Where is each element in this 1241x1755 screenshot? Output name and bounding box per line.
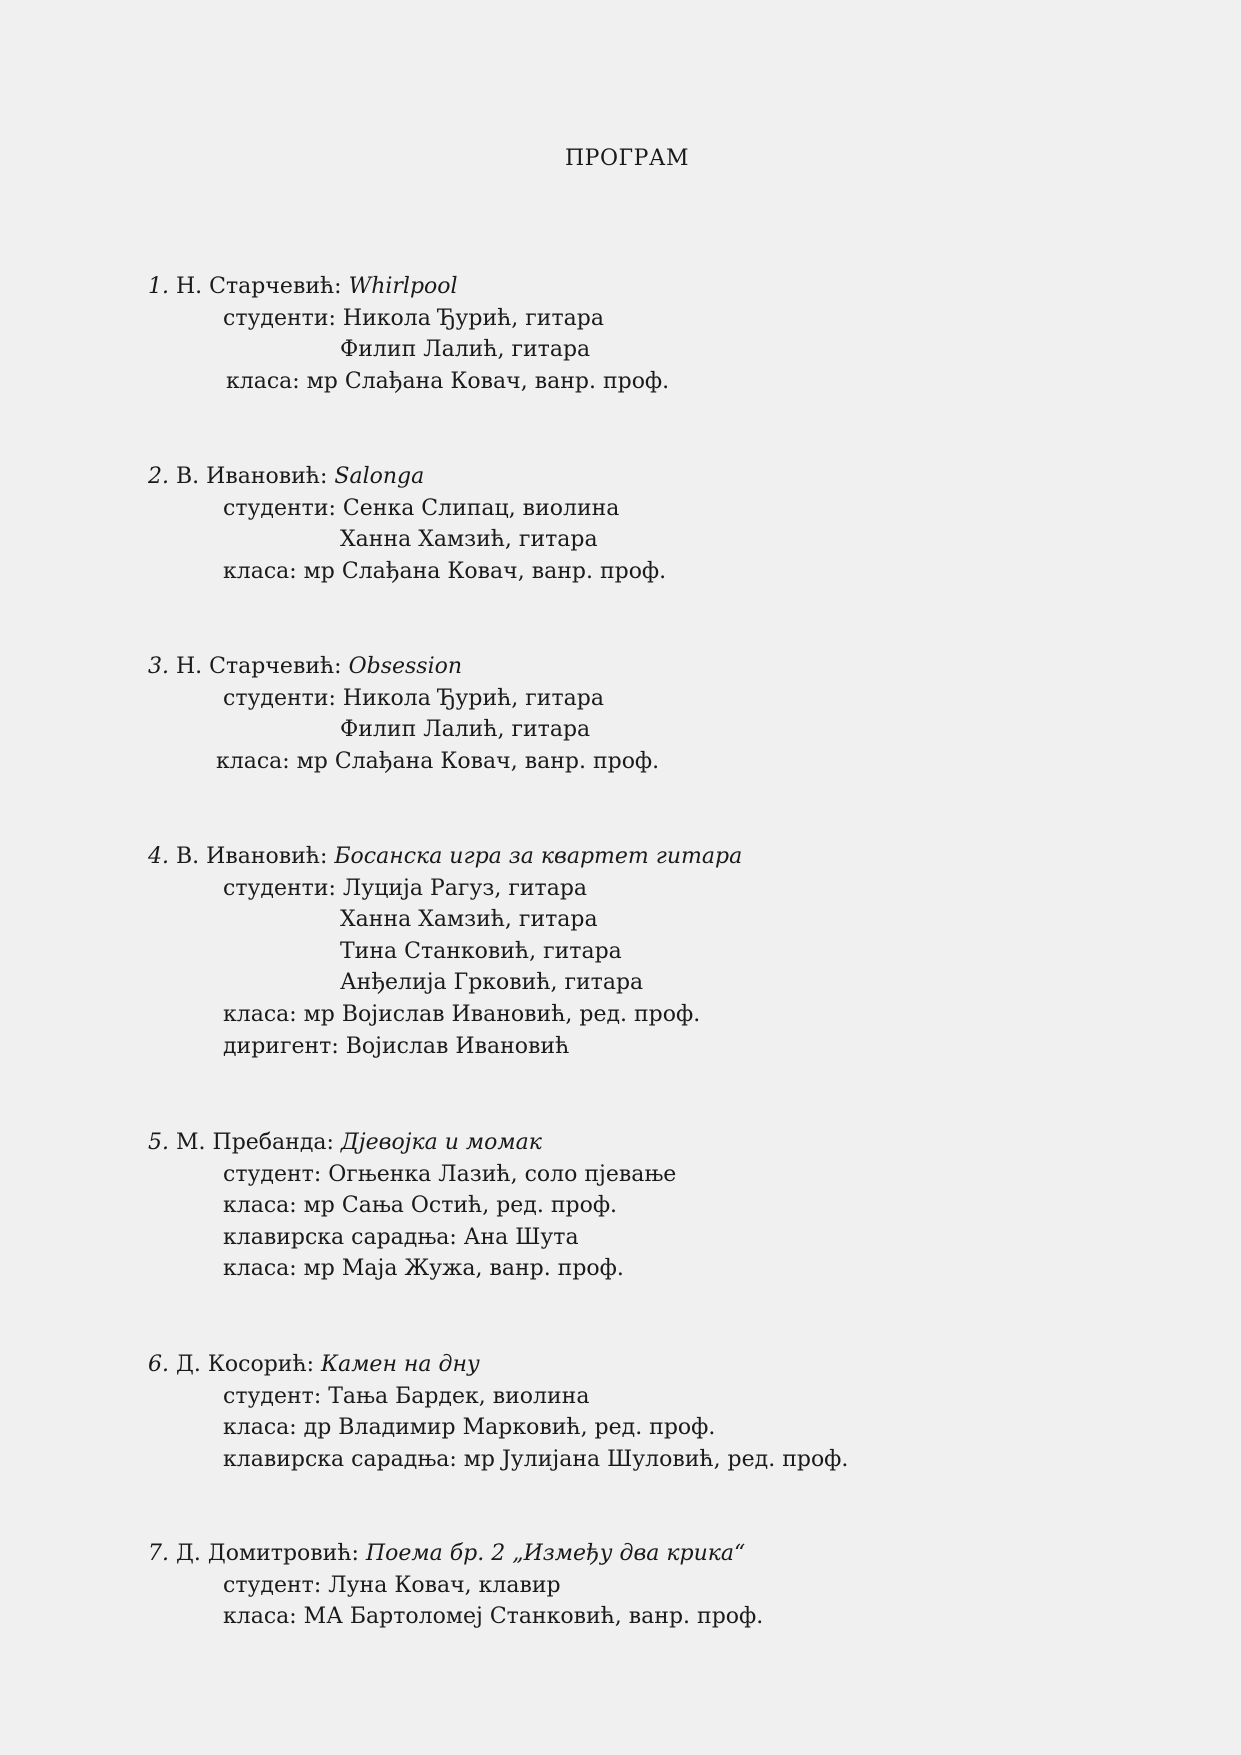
detail-line: студент: Огњенка Лазић, соло пјевање — [223, 1161, 677, 1187]
composer: Д. Косорић: — [176, 1352, 315, 1377]
detail-line: класа: мр Маја Жужа, ванр. проф. — [223, 1256, 624, 1282]
program-item-2 — [148, 461, 1128, 587]
student: Филип Лалић, гитара — [340, 337, 591, 363]
student: Ханна Хамзић, гитара — [340, 527, 598, 553]
students-line: студенти: Никола Ђурић, гитара — [223, 305, 604, 331]
detail-line: студент: Тања Бардек, виолина — [223, 1383, 590, 1409]
composer: Н. Старчевић: — [176, 654, 342, 679]
item-heading: 3. Н. Старчевић: Obsession — [148, 654, 463, 679]
item-heading: 7. Д. Домитровић: Поема бр. 2 „Између два крика“ — [148, 1541, 746, 1566]
work-title: Дјевојка и момак — [340, 1130, 542, 1155]
detail-line: студент: Луна Ковач, клавир — [223, 1572, 561, 1598]
composer: М. Пребанда: — [176, 1130, 334, 1155]
student: Анђелија Грковић, гитара — [340, 970, 644, 996]
detail-line: класа: мр Сања Остић, ред. проф. — [223, 1193, 618, 1219]
program-item-1 — [148, 271, 1128, 397]
work-title: Obsession — [348, 654, 463, 679]
student: Никола Ђурић, гитара — [342, 685, 604, 711]
item-heading: 2. В. Ивановић: Salonga — [148, 464, 425, 489]
student: Луција Рагуз, гитара — [342, 875, 588, 901]
student: Сенка Слипац, виолина — [342, 495, 620, 521]
program-item-6 — [148, 1349, 1128, 1475]
student: Никола Ђурић, гитара — [342, 305, 604, 331]
class-line: класа: мр Слађана Ковач, ванр. проф. — [216, 748, 660, 774]
item-heading: 4. В. Ивановић: Босанска игра за квартет гитара — [148, 844, 743, 869]
work-title: Босанска игра за квартет гитара — [334, 844, 743, 869]
class-line: класа: мр Војислав Ивановић, ред. проф. — [223, 1001, 701, 1027]
students-line: студенти: Сенка Слипац, виолина — [223, 495, 620, 521]
work-title: Whirlpool — [348, 274, 458, 299]
detail-line: клавирска сарадња: Ана Шута — [223, 1224, 579, 1250]
student: Ханна Хамзић, гитара — [340, 907, 598, 933]
work-title: Камен на дну — [321, 1352, 480, 1377]
student: Тина Станковић, гитара — [340, 938, 622, 964]
class-line: класа: мр Слађана Ковач, ванр. проф. — [226, 368, 670, 394]
detail-line: класа: МА Бартоломеј Станковић, ванр. проф. — [223, 1604, 764, 1630]
conductor-line: диригент: Војислав Ивановић — [223, 1033, 570, 1059]
class-line: класа: мр Слађана Ковач, ванр. проф. — [223, 558, 667, 584]
composer: В. Ивановић: — [176, 464, 328, 489]
work-title: Поема бр. 2 „Између два крика“ — [365, 1541, 746, 1566]
student: Филип Лалић, гитара — [340, 717, 591, 743]
program-item-4 — [148, 841, 1128, 1062]
program-item-3 — [148, 651, 1128, 777]
students-line: студенти: Никола Ђурић, гитара — [223, 685, 604, 711]
composer: Д. Домитровић: — [176, 1541, 359, 1566]
item-heading: 6. Д. Косорић: Камен на дну — [148, 1352, 480, 1377]
program-item-7 — [148, 1538, 1128, 1633]
work-title: Salonga — [334, 464, 425, 489]
program-item-5 — [148, 1127, 1128, 1285]
item-heading: 5. М. Пребанда: Дјевојка и момак — [148, 1130, 542, 1155]
detail-line: класа: др Владимир Марковић, ред. проф. — [223, 1415, 716, 1441]
item-heading: 1. Н. Старчевић: Whirlpool — [148, 274, 458, 299]
page-title: ПРОГРАМ — [565, 146, 690, 171]
composer: Н. Старчевић: — [176, 274, 342, 299]
students-line: студенти: Луција Рагуз, гитара — [223, 875, 588, 901]
composer: В. Ивановић: — [176, 844, 328, 869]
detail-line: клавирска сарадња: мр Јулијана Шуловић, ред. проф. — [223, 1446, 849, 1472]
